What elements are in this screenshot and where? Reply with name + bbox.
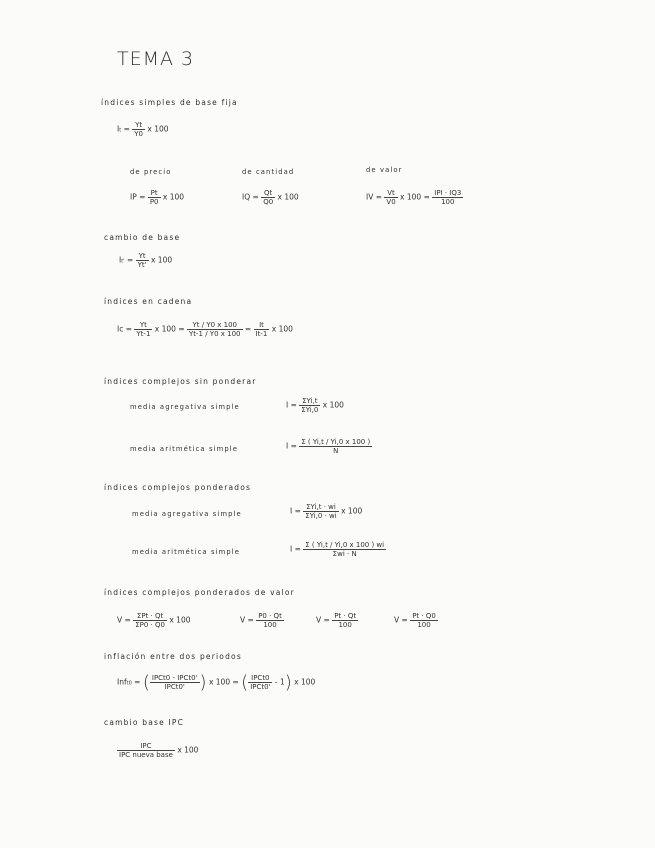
formula-valor-1: V = ΣPt · Qt ΣP0 · Q0 x 100 [117, 612, 191, 629]
fraction: $\frac{Yt}{Y0}$ [134, 121, 143, 138]
formula-media-aritmetica: I = $\frac{\Sigma ( Yi,t / Yi,0 x 100 )}{N}$ [286, 438, 371, 455]
section-heading-inflacion: inflación entre dos periodos [104, 652, 242, 661]
formula-cantidad: IQ = $\frac{Qt}{Q0}$ x 100 [242, 189, 299, 206]
formula-valor-4: V = $\frac{Pt \cdot Q0}{100}$ [394, 612, 436, 629]
formula-valor-3: V = $\frac{Pt \cdot Qt}{100}$ [316, 612, 357, 629]
label-media-agregativa-ponderada: media agregativa simple [132, 510, 242, 518]
section-heading-indices-simples: índices simples de base fija [101, 98, 238, 107]
page-title: TEMA 3 [117, 48, 195, 70]
formula-cambio-base-ipc: IPC IPC nueva base x 100 [119, 742, 199, 759]
section-heading-ponderados: índices complejos ponderados [104, 483, 252, 492]
formula-lhs: I [117, 124, 120, 134]
section-heading-indices-cadena: índices en cadena [104, 297, 193, 306]
formula-valor: IV = $\frac{Vt}{V0}$ x 100 = IPI · IQ3 100 [366, 189, 462, 206]
formula-valor-2: V = $\frac{P0 \cdot Qt}{100}$ [240, 612, 282, 629]
formula-media-agregativa: I = ΣYi,t ΣYi,0 x 100 [286, 397, 344, 414]
label-de-precio: de precio [130, 168, 172, 176]
section-heading-cambio-base: cambio de base [104, 233, 181, 242]
formula-indice-cadena: Ic = $\frac{Yt}{Yt-1}$ x 100 = $\frac{Yt / Y0 x 100}{Yt-1 / Y0 x 100}$ = $\frac{It}{It-1}$ x 100 [117, 321, 293, 338]
formula-aritmetica-ponderada: I = Σ ( Yi,t / Yi,0 x 100 ) wi Σwi · N [290, 541, 385, 558]
label-media-aritmetica: media aritmética simple [130, 445, 238, 453]
section-heading-ponderados-valor: índices complejos ponderados de valor [104, 588, 295, 597]
label-de-valor: de valor [366, 166, 403, 174]
formula-inflacion: Inft0 = ( IPCt0 - IPCt0' IPCt0' ) x 100 = ( IPCt0 IPCt0' - 1) x 100 [117, 672, 316, 693]
formula-precio: IP = $\frac{Pt}{P0}$ x 100 [130, 189, 185, 206]
formula-agregativa-ponderada: I = ΣYi,t · wi ΣYi,0 · wi x 100 [290, 503, 363, 520]
section-heading-sin-ponderar: índices complejos sin ponderar [104, 377, 257, 386]
formula-cambio-base: It' = $\frac{Yt}{Yt'}$ x 100 [119, 252, 173, 269]
label-de-cantidad: de cantidad [242, 168, 295, 176]
formula-indice-simple: It = $\frac{Yt}{Y0}$ x 100 [117, 121, 169, 138]
label-media-agregativa: media agregativa simple [130, 403, 240, 411]
label-media-aritmetica-ponderada: media aritmética simple [132, 548, 240, 556]
section-heading-cambio-base-ipc: cambio base IPC [104, 718, 185, 727]
